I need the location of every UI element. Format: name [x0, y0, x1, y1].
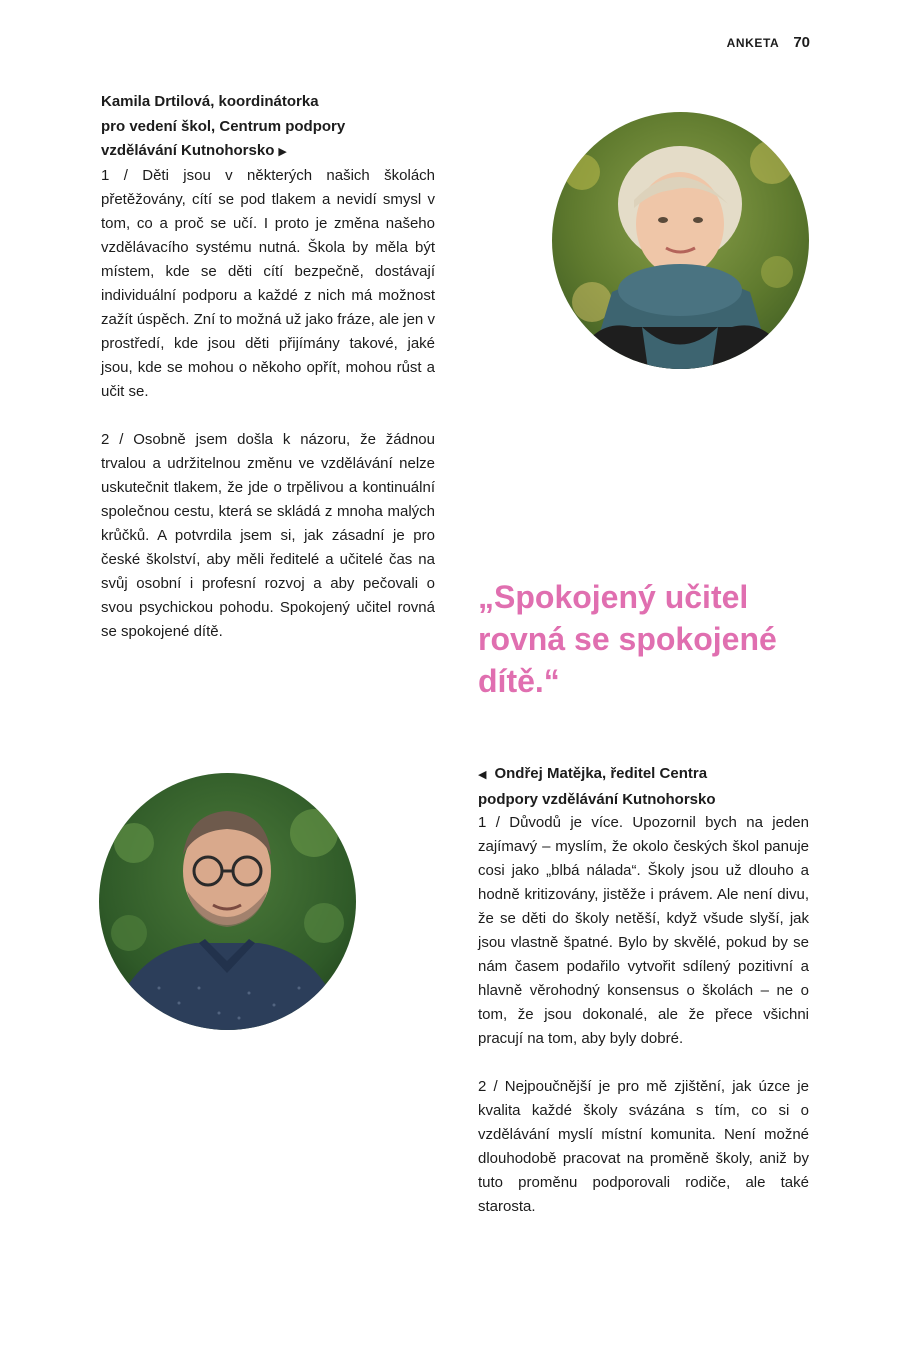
person1-name	[101, 90, 345, 165]
portrait-ondrej-matejka-image	[99, 773, 356, 1030]
person2-name	[478, 762, 716, 812]
person1-name-line: pro vedení škol, Centrum podpory	[101, 117, 346, 135]
pull-quote: „Spokojený učitel rovná se spokojené dítě.“	[478, 579, 777, 699]
person2-name-line: podpory vzdělávání Kutnohorsko	[478, 790, 716, 808]
person2-answer-1: 1 / Důvodů je více. Upozornil bych na jeden zajímavý – myslím, že okolo českých škol panuje cosi jako „blbá nálada“. Školy jsou už dlouho a hodně kritizovány, jistěže i právem. Ale není divu, že se děti do školy netěší, když všude slyší, jak jsou vlastně špatné. Bylo by skvělé, pokud by se nám časem podařilo vytvořit sdílený pozitivní a hlavně věrohodný konsensus o školách – ne o tom, že jsou dokonalé, ale že přece všichni pracují na tom, aby byly dobré.	[478, 814, 809, 1047]
person1-name-line-text: vzdělávání Kutnohorsko	[101, 142, 275, 159]
section-label: ANKETA	[726, 36, 780, 50]
portrait-ondrej-matejka	[99, 773, 356, 1030]
person1-answer-1: 1 / Děti jsou v některých našich školách přetěžovány, cítí se pod tlakem a nevidí smysl v tom, co a proč se učí. I proto je změna našeho vzdělávacího systému nutná. Škola by měla být místem, kde se děti cítí bezpečně, dostávají individuální podporu a každé z nich má možnost zažít úspěch. Zní to možná už jako fráze, ale jen v prostředí, kde jsou děti přijímány takové, jaké jsou, kde se mohou o někoho opřít, mohou růst a učit se.	[101, 167, 435, 400]
arrow-right-icon: ▶	[278, 146, 287, 158]
person2-name-line-text: Ondřej Matějka, ředitel Centra	[494, 765, 708, 782]
person1-answers	[101, 164, 435, 644]
person2-answer-2: 2 / Nejpoučnější je pro mě zjištění, jak úzce je kvalita každé školy svázána s tím, co si o vzdělávání myslí místní komunita. Není možné dlouhodobě pracovat na proměně školy, aniž by tuto proměnu podporovali rodiče, ale také starosta.	[478, 1078, 809, 1215]
person2-name-line	[478, 762, 716, 788]
portrait-kamila-drtilova	[552, 112, 809, 369]
person1-name-line	[101, 139, 345, 165]
portrait-kamila-drtilova-image	[552, 112, 809, 369]
page-number: 70	[793, 34, 810, 51]
person2-answers	[478, 811, 809, 1219]
person1-name-line: Kamila Drtilová, koordinátorka	[101, 93, 319, 110]
running-header	[727, 34, 810, 51]
person1-answer-2: 2 / Osobně jsem došla k názoru, že žádnou trvalou a udržitelnou změnu ve vzdělávání nelze uskutečnit tlakem, že jde o trpělivou a kontinuální společnou cestu, která se skládá z mnoha malých krůčků. A potvrdila jsem si, jak zásadní je pro české školství, aby měli ředitelé a učitelé čas na svůj osobní i profesní rozvoj a aby pečovali o svou psychickou pohodu. Spokojený učitel rovná se spokojené dítě.	[101, 431, 435, 640]
arrow-left-icon: ◀	[478, 769, 487, 781]
